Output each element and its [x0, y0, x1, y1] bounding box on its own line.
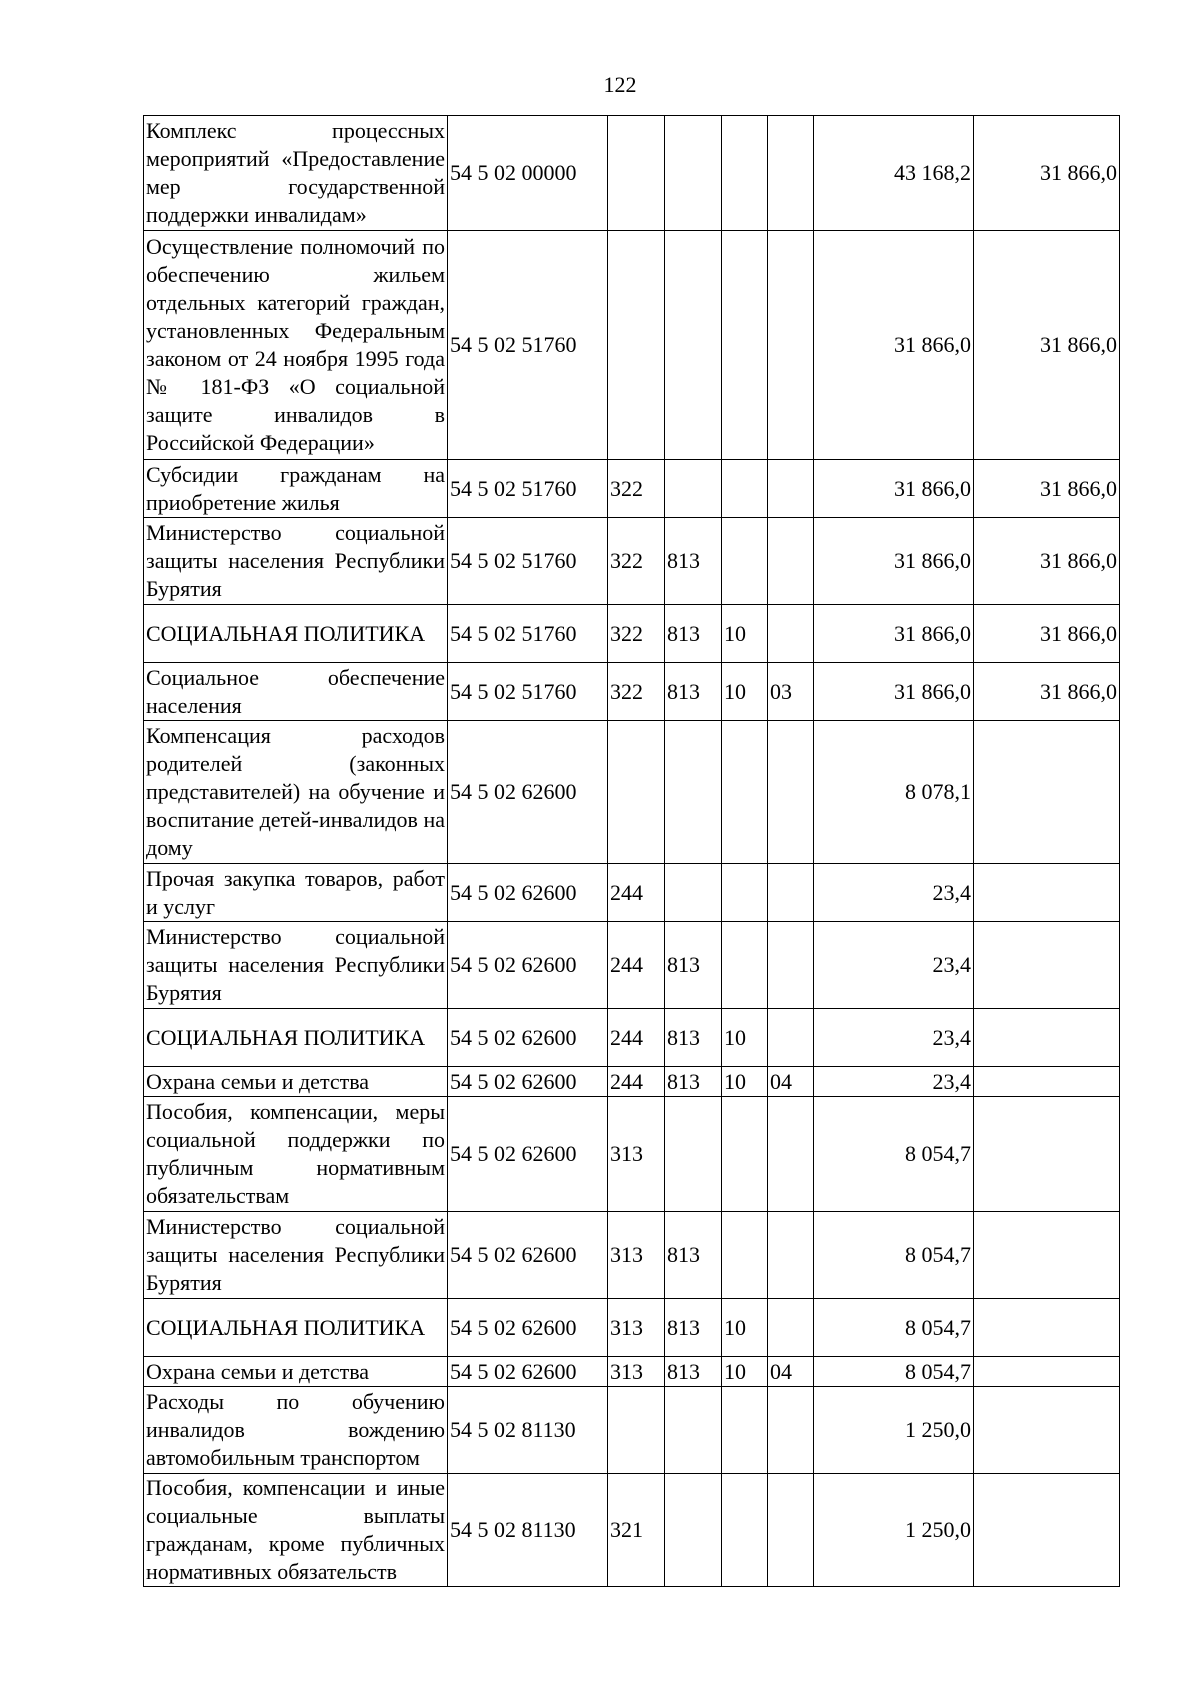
expense-type-cell: 244: [608, 1067, 665, 1097]
table-row: [144, 1299, 1120, 1357]
target-code-cell: 54 5 02 81130: [448, 1387, 608, 1474]
amount-cell-2: [974, 1212, 1120, 1299]
table-row: [144, 663, 1120, 721]
subsection-cell: [768, 864, 814, 922]
table-row: [144, 864, 1120, 922]
ministry-code-cell: 813: [665, 663, 722, 721]
target-code-cell: 54 5 02 51760: [448, 605, 608, 663]
amount-cell-2: [974, 1097, 1120, 1212]
expense-type-cell: [608, 231, 665, 460]
subsection-cell: [768, 460, 814, 518]
ministry-code-cell: 813: [665, 1299, 722, 1357]
expense-type-cell: 244: [608, 1009, 665, 1067]
section-cell: 10: [722, 1299, 768, 1357]
amount-cell-1: 8 054,7: [814, 1212, 974, 1299]
section-cell: 10: [722, 663, 768, 721]
section-cell: [722, 721, 768, 864]
amount-cell-2: 31 866,0: [974, 231, 1120, 460]
amount-cell-2: 31 866,0: [974, 460, 1120, 518]
ministry-code-cell: 813: [665, 1212, 722, 1299]
expense-type-cell: 313: [608, 1299, 665, 1357]
section-cell: [722, 922, 768, 1009]
ministry-code-cell: [665, 231, 722, 460]
amount-cell-2: [974, 1067, 1120, 1097]
item-name-cell: Пособия, компенсации и иные социальные выплаты гражданам, кроме публичных нормативных обязательств: [144, 1474, 448, 1587]
amount-cell-1: 1 250,0: [814, 1387, 974, 1474]
section-cell: 10: [722, 1357, 768, 1387]
expense-type-cell: [608, 1387, 665, 1474]
target-code-cell: 54 5 02 51760: [448, 663, 608, 721]
target-code-cell: 54 5 02 00000: [448, 116, 608, 231]
section-cell: 10: [722, 605, 768, 663]
ministry-code-cell: 813: [665, 518, 722, 605]
item-name-cell: Охрана семьи и детства: [144, 1067, 448, 1097]
subsection-cell: [768, 1387, 814, 1474]
ministry-code-cell: [665, 1097, 722, 1212]
target-code-cell: 54 5 02 62600: [448, 1357, 608, 1387]
expense-type-cell: 244: [608, 922, 665, 1009]
section-cell: [722, 231, 768, 460]
amount-cell-2: 31 866,0: [974, 518, 1120, 605]
subsection-cell: [768, 1299, 814, 1357]
table-row: [144, 721, 1120, 864]
target-code-cell: 54 5 02 51760: [448, 460, 608, 518]
target-code-cell: 54 5 02 51760: [448, 231, 608, 460]
subsection-cell: [768, 231, 814, 460]
target-code-cell: 54 5 02 62600: [448, 1212, 608, 1299]
target-code-cell: 54 5 02 62600: [448, 721, 608, 864]
expense-type-cell: 322: [608, 663, 665, 721]
item-name-cell: Компенсация расходов родителей (законных представителей) на обучение и воспитание детей-инвалидов на дому: [144, 721, 448, 864]
table-row: [144, 116, 1120, 231]
ministry-code-cell: 813: [665, 1357, 722, 1387]
amount-cell-2: [974, 1009, 1120, 1067]
table-row: [144, 1212, 1120, 1299]
amount-cell-2: [974, 922, 1120, 1009]
amount-cell-2: [974, 864, 1120, 922]
amount-cell-1: 31 866,0: [814, 518, 974, 605]
target-code-cell: 54 5 02 51760: [448, 518, 608, 605]
table-row: [144, 1097, 1120, 1212]
item-name-cell: Пособия, компенсации, меры социальной поддержки по публичным нормативным обязательствам: [144, 1097, 448, 1212]
subsection-cell: [768, 1212, 814, 1299]
expense-type-cell: 322: [608, 605, 665, 663]
table-row: [144, 922, 1120, 1009]
subsection-cell: 03: [768, 663, 814, 721]
budget-table: [143, 115, 1120, 1587]
amount-cell-2: [974, 1474, 1120, 1587]
table-row: [144, 1357, 1120, 1387]
subsection-cell: [768, 1097, 814, 1212]
section-cell: [722, 1097, 768, 1212]
target-code-cell: 54 5 02 62600: [448, 1067, 608, 1097]
item-name-cell: Комплекс процессных мероприятий «Предоставление мер государственной поддержки инвалидам»: [144, 116, 448, 231]
amount-cell-2: 31 866,0: [974, 116, 1120, 231]
subsection-cell: 04: [768, 1067, 814, 1097]
table-row: [144, 518, 1120, 605]
amount-cell-1: 31 866,0: [814, 231, 974, 460]
ministry-code-cell: 813: [665, 1009, 722, 1067]
section-cell: 10: [722, 1067, 768, 1097]
ministry-code-cell: 813: [665, 605, 722, 663]
page-number: 122: [603, 72, 637, 97]
item-name-cell: Министерство социальной защиты населения Республики Бурятия: [144, 1212, 448, 1299]
section-cell: [722, 1387, 768, 1474]
section-cell: [722, 864, 768, 922]
ministry-code-cell: 813: [665, 1067, 722, 1097]
item-name-cell: СОЦИАЛЬНАЯ ПОЛИТИКА: [144, 1009, 448, 1067]
expense-type-cell: [608, 116, 665, 231]
amount-cell-2: [974, 1299, 1120, 1357]
item-name-cell: Социальное обеспечение населения: [144, 663, 448, 721]
amount-cell-2: 31 866,0: [974, 605, 1120, 663]
table-row: [144, 605, 1120, 663]
budget-table-body: [144, 116, 1120, 1587]
amount-cell-1: 8 078,1: [814, 721, 974, 864]
section-cell: [722, 518, 768, 605]
ministry-code-cell: 813: [665, 922, 722, 1009]
amount-cell-1: 31 866,0: [814, 663, 974, 721]
target-code-cell: 54 5 02 81130: [448, 1474, 608, 1587]
amount-cell-1: 43 168,2: [814, 116, 974, 231]
amount-cell-1: 31 866,0: [814, 605, 974, 663]
amount-cell-1: 8 054,7: [814, 1299, 974, 1357]
table-row: [144, 1067, 1120, 1097]
amount-cell-1: 23,4: [814, 1067, 974, 1097]
item-name-cell: Министерство социальной защиты населения Республики Бурятия: [144, 518, 448, 605]
item-name-cell: Осуществление полномочий по обеспечению жильем отдельных категорий граждан, установленных Федеральным законом от 24 ноября 1995 года № 181-ФЗ «О социальной защите инвалидов в Российской Федерации»: [144, 231, 448, 460]
expense-type-cell: 313: [608, 1212, 665, 1299]
target-code-cell: 54 5 02 62600: [448, 1009, 608, 1067]
expense-type-cell: [608, 721, 665, 864]
subsection-cell: [768, 518, 814, 605]
amount-cell-2: [974, 1357, 1120, 1387]
target-code-cell: 54 5 02 62600: [448, 864, 608, 922]
target-code-cell: 54 5 02 62600: [448, 922, 608, 1009]
ministry-code-cell: [665, 1474, 722, 1587]
amount-cell-1: 1 250,0: [814, 1474, 974, 1587]
subsection-cell: 04: [768, 1357, 814, 1387]
target-code-cell: 54 5 02 62600: [448, 1097, 608, 1212]
ministry-code-cell: [665, 116, 722, 231]
amount-cell-1: 23,4: [814, 864, 974, 922]
section-cell: [722, 1212, 768, 1299]
amount-cell-1: 8 054,7: [814, 1357, 974, 1387]
item-name-cell: СОЦИАЛЬНАЯ ПОЛИТИКА: [144, 605, 448, 663]
item-name-cell: Субсидии гражданам на приобретение жилья: [144, 460, 448, 518]
subsection-cell: [768, 1009, 814, 1067]
subsection-cell: [768, 922, 814, 1009]
section-cell: [722, 1474, 768, 1587]
subsection-cell: [768, 1474, 814, 1587]
expense-type-cell: 313: [608, 1357, 665, 1387]
table-row: [144, 1009, 1120, 1067]
item-name-cell: Министерство социальной защиты населения Республики Бурятия: [144, 922, 448, 1009]
expense-type-cell: 313: [608, 1097, 665, 1212]
item-name-cell: Охрана семьи и детства: [144, 1357, 448, 1387]
subsection-cell: [768, 721, 814, 864]
ministry-code-cell: [665, 864, 722, 922]
amount-cell-2: [974, 721, 1120, 864]
item-name-cell: СОЦИАЛЬНАЯ ПОЛИТИКА: [144, 1299, 448, 1357]
amount-cell-2: 31 866,0: [974, 663, 1120, 721]
amount-cell-1: 23,4: [814, 1009, 974, 1067]
subsection-cell: [768, 605, 814, 663]
expense-type-cell: 322: [608, 518, 665, 605]
ministry-code-cell: [665, 460, 722, 518]
item-name-cell: Прочая закупка товаров, работ и услуг: [144, 864, 448, 922]
table-row: [144, 231, 1120, 460]
amount-cell-2: [974, 1387, 1120, 1474]
table-row: [144, 460, 1120, 518]
expense-type-cell: 322: [608, 460, 665, 518]
table-row: [144, 1387, 1120, 1474]
amount-cell-1: 31 866,0: [814, 460, 974, 518]
table-row: [144, 1474, 1120, 1587]
expense-type-cell: 244: [608, 864, 665, 922]
expense-type-cell: 321: [608, 1474, 665, 1587]
item-name-cell: Расходы по обучению инвалидов вождению автомобильным транспортом: [144, 1387, 448, 1474]
section-cell: [722, 116, 768, 231]
target-code-cell: 54 5 02 62600: [448, 1299, 608, 1357]
amount-cell-1: 23,4: [814, 922, 974, 1009]
ministry-code-cell: [665, 1387, 722, 1474]
section-cell: 10: [722, 1009, 768, 1067]
amount-cell-1: 8 054,7: [814, 1097, 974, 1212]
section-cell: [722, 460, 768, 518]
ministry-code-cell: [665, 721, 722, 864]
subsection-cell: [768, 116, 814, 231]
